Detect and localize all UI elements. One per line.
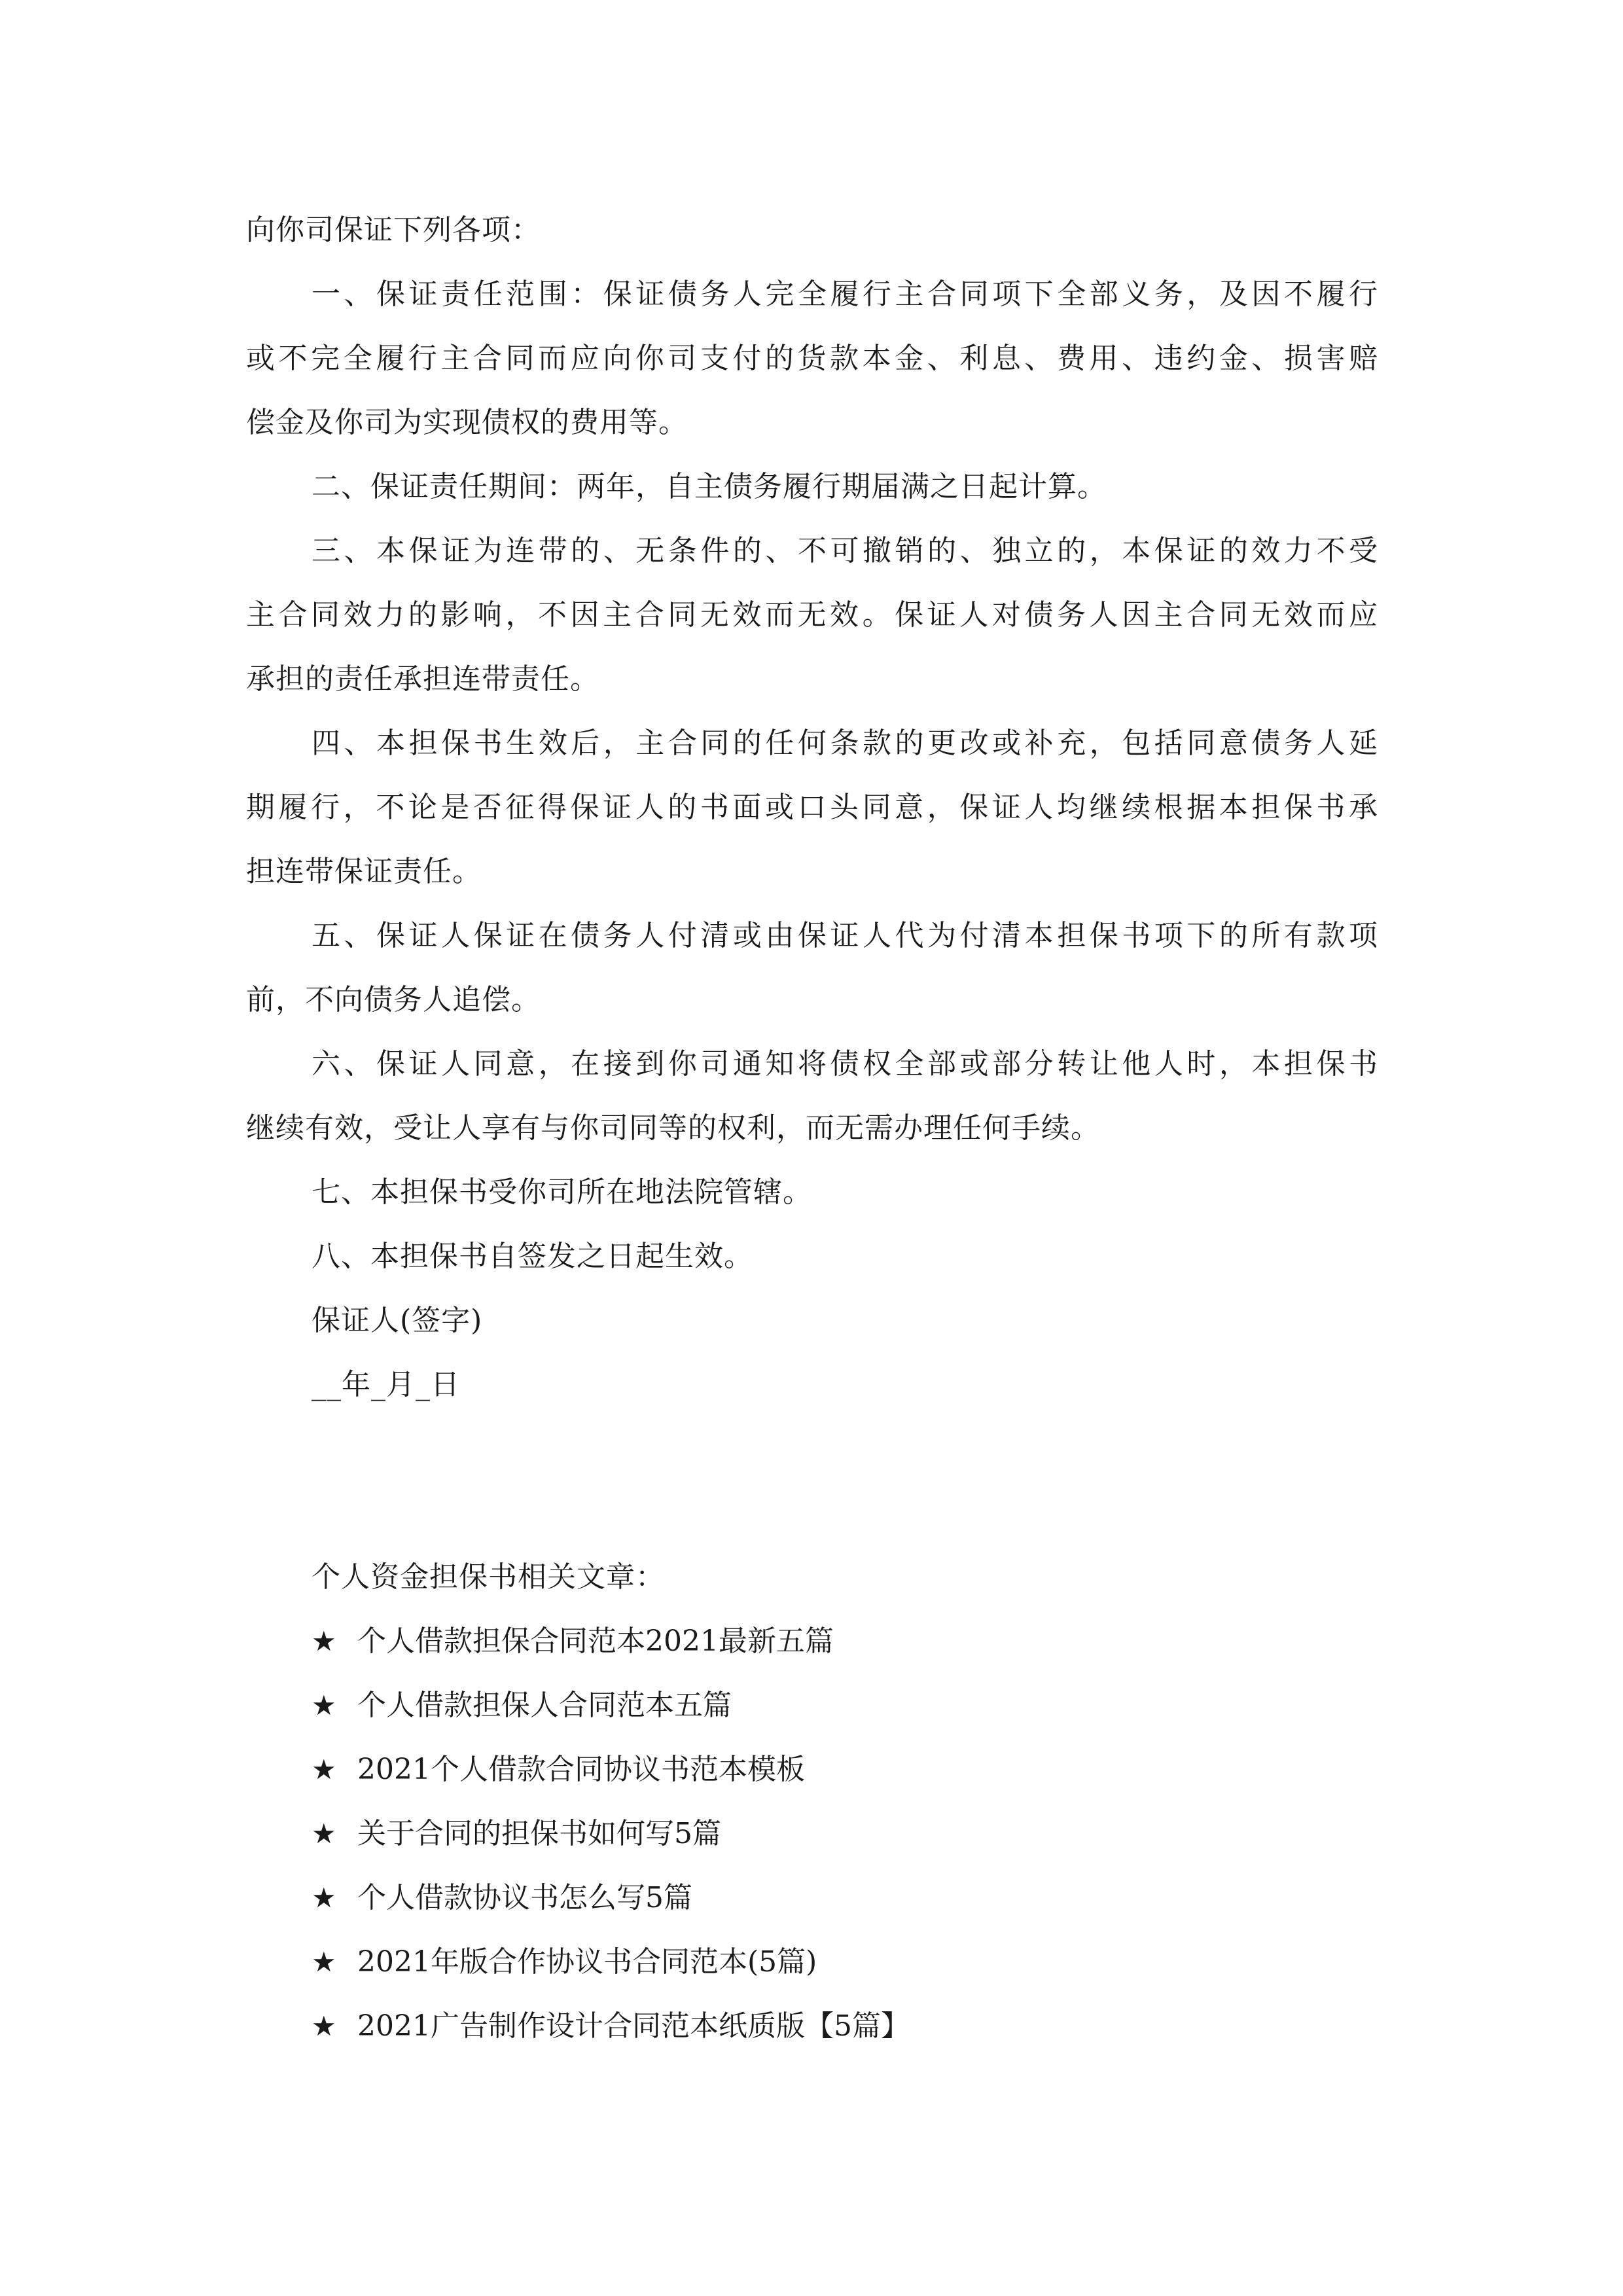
clause-line: 五、保证人保证在债务人付清或由保证人代为付清本担保书项下的所有款项 [312,919,1378,952]
related-article-link[interactable] [246,1738,1378,1802]
clause-4 [246,711,1378,904]
clause-line: 二、保证责任期间：两年，自主债务履行期届满之日起计算。 [312,470,1107,503]
related-article-link[interactable] [246,1802,1378,1866]
clause-line: 偿金及你司为实现债权的费用等。 [246,406,688,439]
related-article-link[interactable] [246,1674,1378,1738]
star-icon: ★ [312,1946,336,1978]
clause-line: 担连带保证责任。 [246,855,482,888]
clause-8 [246,1225,1378,1289]
related-article-title: 个人借款协议书怎么写5篇 [357,1881,692,1914]
related-articles-list [246,1609,1378,2058]
related-article-title: 2021广告制作设计合同范本纸质版【5篇】 [357,2009,910,2043]
clause-line: 一、保证责任范围：保证债务人完全履行主合同项下全部义务，及因不履行 [312,278,1378,311]
clause-line: 主合同效力的影响，不因主合同无效而无效。保证人对债务人因主合同无效而应 [246,598,1378,632]
clause-3 [246,519,1378,711]
clause-line: 承担的责任承担连带责任。 [246,662,599,696]
related-article-title: 关于合同的担保书如何写5篇 [357,1817,721,1850]
document-body [246,198,1378,2058]
star-icon: ★ [312,1625,336,1657]
intro-line: 向你司保证下列各项： [246,213,541,247]
clause-line: 七、本担保书受你司所在地法院管辖。 [312,1175,812,1209]
related-article-link[interactable] [246,1866,1378,1930]
date-line: __年_月_日 [312,1368,460,1401]
clause-6 [246,1032,1378,1160]
related-article-title: 2021个人借款合同协议书范本模板 [357,1753,805,1786]
star-icon: ★ [312,1689,336,1721]
section-spacer [246,1417,1378,1545]
clause-line: 前，不向债务人追偿。 [246,983,541,1016]
clause-1 [246,262,1378,455]
related-article-title: 个人借款担保人合同范本五篇 [357,1689,732,1722]
star-icon: ★ [312,2010,336,2042]
clause-line: 八、本担保书自签发之日起生效。 [312,1240,753,1273]
clause-line: 期履行，不论是否征得保证人的书面或口头同意，保证人均继续根据本担保书承 [246,791,1378,824]
clause-2 [246,455,1378,519]
clause-line: 或不完全履行主合同而应向你司支付的货款本金、利息、费用、违约金、损害赔 [246,342,1378,375]
related-article-link[interactable] [246,1994,1378,2058]
related-article-title: 2021年版合作协议书合同范本(5篇) [357,1945,817,1979]
clause-5 [246,904,1378,1032]
star-icon: ★ [312,1882,336,1914]
related-article-link[interactable] [246,1930,1378,1994]
star-icon: ★ [312,1818,336,1850]
related-heading: 个人资金担保书相关文章： [312,1560,665,1594]
star-icon: ★ [312,1753,336,1785]
clause-7 [246,1160,1378,1225]
related-article-link[interactable] [246,1609,1378,1674]
clause-line: 四、本担保书生效后，主合同的任何条款的更改或补充，包括同意债务人延 [312,726,1378,760]
related-article-title: 个人借款担保合同范本2021最新五篇 [357,1624,834,1658]
signature-line: 保证人(签字) [312,1304,483,1337]
clause-line: 继续有效，受让人享有与你司同等的权利，而无需办理任何手续。 [246,1111,1100,1145]
clause-line: 六、保证人同意，在接到你司通知将债权全部或部分转让他人时，本担保书 [312,1047,1378,1081]
clause-line: 三、本保证为连带的、无条件的、不可撤销的、独立的，本保证的效力不受 [312,534,1378,567]
